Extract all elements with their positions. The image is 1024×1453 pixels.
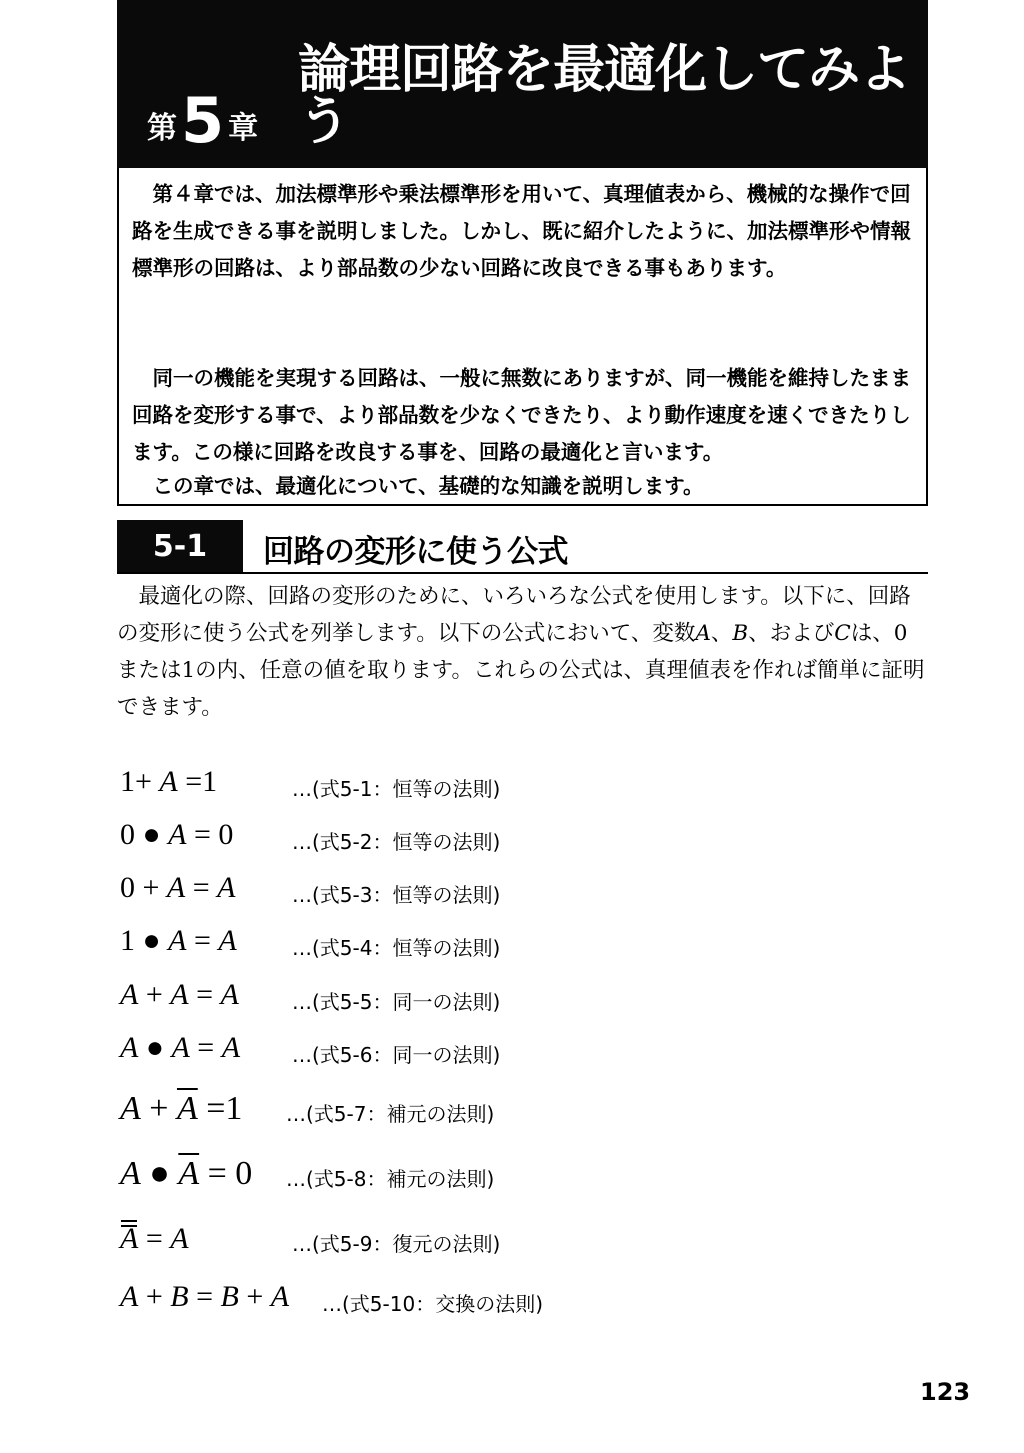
formula-label: …(式5-9：復元の法則): [292, 1232, 501, 1256]
chapter-suffix: 章: [228, 111, 259, 146]
formula-expression: 1 ● A = A: [120, 924, 237, 957]
formula-expression: A = A: [120, 1222, 189, 1255]
formula-label: …(式5-7：補元の法則): [286, 1102, 495, 1126]
formula-expression: 0 ● A = 0: [120, 818, 234, 851]
formula-label: …(式5-6：同一の法則): [292, 1043, 501, 1067]
page-number: 123: [920, 1378, 971, 1406]
formula-label: …(式5-3：恒等の法則): [292, 883, 501, 907]
formula-row: [0, 978, 1024, 1028]
formula-row: [0, 1090, 1024, 1140]
formula-expression: A + B = B + A: [120, 1280, 290, 1313]
formula-label: …(式5-4：恒等の法則): [292, 936, 501, 960]
formula-expression: A + A = A: [120, 978, 239, 1011]
body-text-b: 、および: [748, 621, 835, 646]
formula-row: [0, 1222, 1024, 1272]
formula-row: [0, 871, 1024, 921]
formula-row: [0, 924, 1024, 974]
chapter-header: [117, 0, 928, 168]
variable-b: B: [732, 621, 749, 646]
section-title: 回路の変形に使う公式: [263, 534, 568, 570]
section-heading: [117, 520, 928, 574]
formula-label: …(式5-1：恒等の法則): [292, 777, 501, 801]
intro-box: [117, 168, 928, 506]
formula-row: [0, 818, 1024, 868]
formula-expression: 0 + A = A: [120, 871, 236, 904]
intro-paragraph-2: 同一の機能を実現する回路は、一般に無数にありますが、同一機能を維持したまま回路を変形する事で、より部品数を少なくできたり、より動作速度を速くできたりします。この様に回路を改良する事を、回路の最適化と言います。: [132, 366, 911, 464]
formula-expression: $A + \overline{A} =1$: [120, 1090, 243, 1127]
formula-row: [0, 1280, 1024, 1330]
formula-row: [0, 765, 1024, 815]
formula-row: [0, 1155, 1024, 1205]
body-text-a: 最適化の際、回路の変形のために、いろいろな公式を使用します。以下に、回路の変形に使う公式を列挙します。以下の公式において、変数: [117, 584, 911, 646]
formula-expression: A ● A = A: [120, 1031, 241, 1064]
variable-a: A: [695, 621, 711, 646]
formula-expression: 1+ A =1: [120, 765, 218, 798]
formula-label: …(式5-8：補元の法則): [286, 1167, 495, 1191]
section-number: 5-1: [117, 520, 243, 572]
chapter-title: 論理回路を最適化してみよう: [298, 40, 911, 152]
chapter-prefix: 第: [147, 111, 177, 146]
formula-label: …(式5-5：同一の法則): [292, 990, 501, 1014]
formula-label: …(式5-2：恒等の法則): [292, 830, 501, 854]
body-separator: 、: [710, 621, 733, 646]
intro-paragraph-1: 第４章では、加法標準形や乗法標準形を用いて、真理値表から、機械的な操作で回路を生成できる事を説明しました。しかし、既に紹介したように、加法標準形や情報標準形の回路は、より部品数の少ない回路に改良できる事もあります。: [132, 182, 911, 280]
chapter-title-row: [147, 40, 928, 157]
intro-paragraph-3: この章では、最適化について、基礎的な知識を説明します。: [132, 474, 704, 498]
formula-expression: A ● $\overline{A} = 0$: [120, 1155, 253, 1192]
chapter-number: 5: [181, 84, 225, 157]
formula-label: …(式5-10：交換の法則): [322, 1292, 543, 1316]
variable-c: C: [834, 621, 851, 646]
body-paragraph: [117, 578, 927, 726]
body-text-c: は、0または1の内、任意の値を取ります。これらの公式は、真理値表を作れば簡単に証明できます。: [117, 621, 925, 720]
formula-row: [0, 1031, 1024, 1081]
